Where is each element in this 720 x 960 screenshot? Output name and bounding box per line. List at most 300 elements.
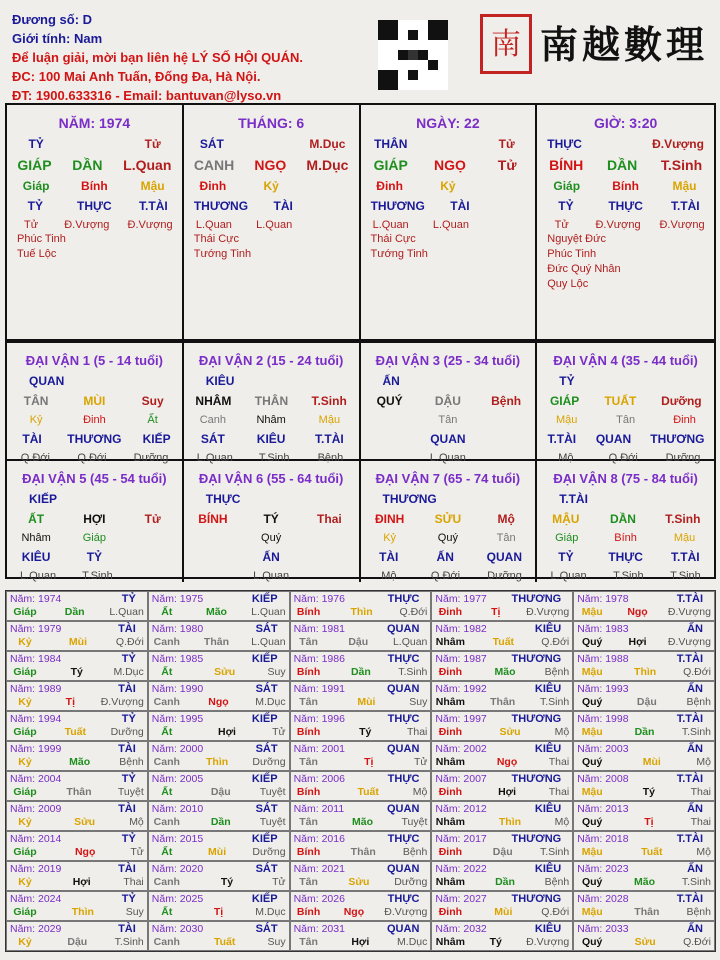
pillar-top-2: M.Dục bbox=[309, 137, 346, 151]
pillar-gods-1: THỰC bbox=[77, 199, 112, 213]
pillar-hidden-1: Bính bbox=[612, 179, 639, 193]
year-god: TỶ bbox=[121, 593, 136, 605]
year-pillar bbox=[294, 636, 428, 649]
pillar-hidden-1: Kỷ bbox=[263, 179, 279, 193]
year-label: Năm: 1974 bbox=[10, 593, 62, 605]
dai-van-hidden-2: Đinh bbox=[673, 414, 696, 426]
year-header bbox=[294, 833, 428, 846]
year-stem: Canh bbox=[153, 756, 180, 768]
year-state: Q.Đới bbox=[683, 936, 711, 948]
year-state: T.Sinh bbox=[681, 726, 711, 738]
year-branch: Tý bbox=[70, 666, 83, 678]
year-pillar bbox=[152, 666, 286, 679]
year-cell bbox=[290, 891, 432, 921]
year-state: Thai bbox=[123, 876, 144, 888]
year-header bbox=[435, 803, 569, 816]
year-cell bbox=[431, 771, 573, 801]
year-label: Năm: 2015 bbox=[151, 833, 204, 845]
year-stem: Mậu bbox=[581, 726, 603, 738]
year-god: QUAN bbox=[387, 863, 420, 875]
year-state: Đ.Vượng bbox=[526, 936, 570, 948]
dai-van-title: ĐẠI VẬN 6 (55 - 64 tuổi) bbox=[198, 471, 344, 486]
year-label: Năm: 1981 bbox=[293, 623, 345, 635]
year-label: Năm: 1985 bbox=[151, 653, 204, 665]
year-stem: Giáp bbox=[13, 786, 37, 798]
year-state: Mộ bbox=[129, 816, 144, 828]
year-stem: Mậu bbox=[581, 786, 603, 798]
dai-van-main-1: MÙI bbox=[83, 394, 106, 408]
pillar-top-0: THÂN bbox=[374, 137, 408, 151]
year-god: TỶ bbox=[121, 773, 136, 785]
year-god: TÀI bbox=[118, 863, 136, 875]
year-label: Năm: 2004 bbox=[10, 773, 62, 785]
year-cell bbox=[431, 681, 573, 711]
year-state: Bệnh bbox=[402, 846, 428, 858]
pillar-gods-0: TỶ bbox=[558, 199, 574, 213]
brand-title: 南越數理 bbox=[540, 22, 709, 67]
year-header bbox=[152, 923, 286, 936]
year-header bbox=[577, 773, 711, 786]
pillar-main-2: M.Dục bbox=[306, 157, 349, 173]
dai-van-hidden bbox=[184, 532, 359, 544]
dai-van-main bbox=[184, 512, 359, 526]
year-stem: Mậu bbox=[581, 666, 603, 678]
year-pillar bbox=[10, 846, 144, 859]
year-god: QUAN bbox=[387, 803, 420, 815]
year-pillar bbox=[152, 876, 286, 889]
year-stem: Bính bbox=[296, 666, 321, 678]
year-branch: Hợi bbox=[628, 636, 647, 648]
year-cell bbox=[148, 861, 290, 891]
year-label: Năm: 2012 bbox=[435, 803, 487, 815]
dai-van-gods bbox=[361, 432, 536, 446]
year-god: SÁT bbox=[255, 683, 278, 695]
year-cell bbox=[573, 891, 715, 921]
dai-van-gods-0: SÁT bbox=[200, 432, 225, 446]
year-label: Năm: 2002 bbox=[435, 743, 487, 755]
dai-van-states-1: Q.Đới bbox=[77, 452, 107, 464]
year-branch: Tuất bbox=[213, 936, 236, 948]
year-branch: Mùi bbox=[68, 636, 87, 648]
year-label: Năm: 2006 bbox=[293, 773, 345, 785]
dai-van-gods bbox=[7, 432, 182, 446]
year-header bbox=[435, 653, 569, 666]
year-stem: Tân bbox=[299, 756, 318, 768]
year-state: Mộ bbox=[696, 846, 711, 858]
year-cell bbox=[148, 771, 290, 801]
year-label: Năm: 1998 bbox=[577, 713, 629, 725]
year-state: Bệnh bbox=[119, 756, 144, 768]
year-stem: Nhâm bbox=[435, 876, 465, 888]
year-god: KIÊU bbox=[534, 803, 562, 815]
year-cell bbox=[148, 621, 290, 651]
year-state: Thai bbox=[406, 726, 428, 738]
pillar-main bbox=[184, 157, 359, 173]
year-header bbox=[577, 803, 711, 816]
year-branch: Thân bbox=[634, 906, 660, 918]
pillar-hidden bbox=[537, 179, 714, 193]
year-label: Năm: 1992 bbox=[435, 683, 487, 695]
year-cell bbox=[431, 891, 573, 921]
year-branch: Hợi bbox=[351, 936, 370, 948]
year-header bbox=[152, 623, 286, 636]
year-stem: Mậu bbox=[581, 846, 603, 858]
year-label: Năm: 1988 bbox=[577, 653, 629, 665]
dai-van-gods-1: THƯƠNG bbox=[67, 432, 122, 446]
year-pillar bbox=[294, 666, 428, 679]
year-branch: Hợi bbox=[72, 876, 91, 888]
year-cell bbox=[148, 891, 290, 921]
pillar-3 bbox=[537, 105, 714, 339]
year-stem: Bính bbox=[296, 786, 321, 798]
pillar-main-1: DẦN bbox=[606, 157, 638, 173]
year-label: Năm: 2030 bbox=[151, 923, 204, 935]
seal-icon: 南 bbox=[480, 14, 532, 74]
dai-van-title: ĐẠI VẬN 7 (65 - 74 tuổi) bbox=[375, 471, 521, 486]
note: Tướng Tinh bbox=[370, 248, 428, 260]
year-stem: Ất bbox=[161, 846, 173, 858]
year-pillar bbox=[294, 606, 428, 619]
year-stem: Bính bbox=[296, 606, 321, 618]
year-label: Năm: 1978 bbox=[577, 593, 629, 605]
year-cell bbox=[6, 621, 148, 651]
dai-van-states-2 bbox=[315, 570, 345, 582]
year-cell bbox=[431, 741, 573, 771]
dai-van-god: THỰC bbox=[205, 492, 241, 506]
year-cell bbox=[148, 921, 290, 951]
dai-van-title: ĐẠI VẬN 5 (45 - 54 tuổi) bbox=[22, 471, 167, 486]
pillar-main-0: GIÁP bbox=[373, 157, 408, 173]
dai-van-6 bbox=[184, 461, 361, 582]
year-state: T.Sinh bbox=[114, 936, 144, 948]
pillar-main-0: CANH bbox=[193, 157, 235, 173]
year-stem: Đinh bbox=[438, 606, 463, 618]
dai-van-gods-0: KIÊU bbox=[21, 550, 51, 564]
year-pillar bbox=[294, 756, 428, 769]
dai-van-gods-2: KIẾP bbox=[142, 432, 171, 446]
year-god: T.TÀI bbox=[676, 773, 703, 785]
note: Tuế Lộc bbox=[17, 248, 57, 260]
year-god: SÁT bbox=[255, 863, 278, 875]
year-state: Q.Đới bbox=[541, 906, 570, 918]
dai-van-4 bbox=[537, 343, 714, 464]
year-label: Năm: 1997 bbox=[435, 713, 487, 725]
year-god: ẤN bbox=[687, 803, 703, 815]
year-branch: Dần bbox=[350, 666, 371, 678]
year-header bbox=[294, 743, 428, 756]
year-branch: Mùi bbox=[357, 696, 376, 708]
year-pillar bbox=[152, 636, 286, 649]
pillar-hidden bbox=[361, 179, 536, 193]
pillar-gods bbox=[7, 199, 182, 213]
dai-van-states-2: Dưỡng bbox=[665, 452, 701, 464]
year-god: TỶ bbox=[121, 893, 136, 905]
year-pillar bbox=[152, 696, 286, 709]
year-god: THỰC bbox=[387, 833, 420, 845]
year-header bbox=[10, 623, 144, 636]
year-stem: Ất bbox=[161, 606, 173, 618]
pillar-title: NGÀY: 22 bbox=[416, 115, 480, 131]
year-state: Tử bbox=[413, 756, 428, 768]
note: Thái Cực bbox=[370, 233, 416, 245]
note: Tướng Tinh bbox=[193, 248, 252, 260]
year-state: Mộ bbox=[554, 816, 570, 828]
year-header bbox=[435, 833, 569, 846]
dai-van-states-0: Mộ bbox=[381, 570, 397, 582]
year-label: Năm: 2023 bbox=[577, 863, 629, 875]
year-god: THƯƠNG bbox=[511, 893, 562, 905]
pillar-states-2 bbox=[316, 219, 346, 231]
pillar-states bbox=[361, 219, 536, 231]
year-god: SÁT bbox=[255, 803, 278, 815]
dai-van-gods-2 bbox=[138, 550, 168, 564]
yearly-grid bbox=[5, 590, 716, 952]
pillar-states-2: Đ.Vượng bbox=[127, 219, 173, 231]
dai-van-gods-1: QUAN bbox=[430, 432, 466, 446]
dai-van-main bbox=[361, 512, 536, 526]
year-header bbox=[577, 653, 711, 666]
year-stem: Giáp bbox=[13, 606, 37, 618]
year-label: Năm: 2022 bbox=[435, 863, 487, 875]
year-stem: Quý bbox=[581, 636, 603, 648]
dai-van-god: THƯƠNG bbox=[382, 492, 437, 506]
gender-line: Giới tính: Nam bbox=[12, 31, 103, 46]
year-branch: Tuất bbox=[492, 636, 515, 648]
dai-van-title: ĐẠI VẬN 8 (75 - 84 tuổi) bbox=[553, 471, 698, 486]
year-cell bbox=[573, 921, 715, 951]
year-label: Năm: 1984 bbox=[10, 653, 62, 665]
note: Quy Lộc bbox=[547, 278, 589, 290]
year-god: T.TÀI bbox=[676, 713, 703, 725]
pillar-hidden-0: Giáp bbox=[22, 179, 50, 193]
pillar-states-0: L.Quan bbox=[372, 219, 409, 231]
year-branch: Dần bbox=[210, 816, 231, 828]
year-cell bbox=[6, 651, 148, 681]
year-branch: Mùi bbox=[494, 906, 513, 918]
year-label: Năm: 2026 bbox=[293, 893, 345, 905]
year-header bbox=[577, 623, 711, 636]
year-stem: Quý bbox=[581, 876, 603, 888]
year-pillar bbox=[10, 666, 144, 679]
dai-van-gods-2: T.TÀI bbox=[670, 550, 700, 564]
year-cell bbox=[290, 861, 432, 891]
pillar-hidden-2: Mậu bbox=[672, 179, 697, 193]
year-cell bbox=[148, 681, 290, 711]
year-branch: Ngọ bbox=[343, 906, 365, 918]
year-cell bbox=[290, 711, 432, 741]
year-header bbox=[294, 863, 428, 876]
year-state: Dưỡng bbox=[394, 876, 428, 888]
year-branch: Thìn bbox=[71, 906, 94, 918]
year-state: M.Dục bbox=[255, 696, 286, 708]
year-state: Bệnh bbox=[544, 876, 570, 888]
year-state: Tuyệt bbox=[117, 786, 144, 798]
dai-van-hidden-0 bbox=[375, 414, 405, 426]
year-label: Năm: 2032 bbox=[435, 923, 487, 935]
dai-van-8 bbox=[537, 461, 714, 582]
header-info bbox=[12, 10, 303, 105]
year-stem: Bính bbox=[296, 726, 321, 738]
year-cell bbox=[431, 591, 573, 621]
year-label: Năm: 2008 bbox=[577, 773, 629, 785]
dai-van-main-0: BÍNH bbox=[198, 512, 228, 526]
dai-van-hidden-0: Nhâm bbox=[21, 532, 51, 544]
year-cell bbox=[573, 591, 715, 621]
dai-van-hidden bbox=[361, 532, 536, 544]
dai-van-gods-1: TỶ bbox=[86, 550, 103, 564]
year-pillar bbox=[577, 606, 711, 619]
dai-van-god: QUAN bbox=[29, 374, 65, 388]
year-header bbox=[152, 683, 286, 696]
year-pillar bbox=[435, 606, 569, 619]
year-cell bbox=[148, 591, 290, 621]
pillar-main-1: NGỌ bbox=[434, 157, 466, 173]
year-stem: Ất bbox=[161, 666, 173, 678]
pillar-gods-0: THƯƠNG bbox=[370, 199, 425, 213]
dai-van-god: TỶ bbox=[559, 374, 575, 388]
year-branch: Hợi bbox=[217, 726, 236, 738]
dai-van-hidden bbox=[7, 532, 182, 544]
year-pillar bbox=[152, 726, 286, 739]
year-stem: Bính bbox=[296, 906, 321, 918]
year-cell bbox=[148, 801, 290, 831]
year-cell bbox=[290, 831, 432, 861]
year-pillar bbox=[435, 816, 569, 829]
year-stem: Bính bbox=[296, 846, 321, 858]
dai-van-hidden-2 bbox=[314, 532, 344, 544]
dai-van-gods-0 bbox=[198, 550, 228, 564]
year-god: QUAN bbox=[387, 623, 420, 635]
year-cell bbox=[573, 621, 715, 651]
dai-van-hidden-1: Tân bbox=[438, 414, 458, 426]
year-stem: Ất bbox=[161, 726, 173, 738]
pillar-states-0: Tử bbox=[24, 219, 39, 231]
year-god: T.TÀI bbox=[676, 653, 703, 665]
dai-van-main-0: MẬU bbox=[552, 512, 580, 526]
pillar-main bbox=[361, 157, 536, 173]
year-state: Đ.Vượng bbox=[100, 696, 144, 708]
year-god: TỶ bbox=[121, 833, 136, 845]
year-label: Năm: 2016 bbox=[293, 833, 345, 845]
year-label: Năm: 2021 bbox=[293, 863, 345, 875]
pillar-top-1 bbox=[602, 137, 632, 151]
year-label: Năm: 2009 bbox=[10, 803, 62, 815]
year-state: Đ.Vượng bbox=[667, 606, 711, 618]
pillar-top-0: TỶ bbox=[28, 137, 44, 151]
year-header bbox=[435, 743, 569, 756]
year-cell bbox=[573, 711, 715, 741]
dai-van-5 bbox=[7, 461, 184, 582]
year-header bbox=[152, 863, 286, 876]
year-stem: Đinh bbox=[438, 846, 463, 858]
year-god: THƯƠNG bbox=[511, 713, 562, 725]
dai-van-states-0 bbox=[197, 570, 227, 582]
dai-van-title: ĐẠI VẬN 1 (5 - 14 tuổi) bbox=[25, 353, 163, 368]
dai-van-hidden-0: Giáp bbox=[555, 532, 579, 544]
dai-van-gods-2: T.TÀI bbox=[315, 432, 344, 446]
year-state: Tử bbox=[130, 846, 144, 858]
note: Đức Quý Nhân bbox=[547, 263, 621, 275]
year-branch: Mão bbox=[634, 876, 655, 888]
year-cell bbox=[6, 921, 148, 951]
year-branch: Thìn bbox=[350, 606, 373, 618]
year-label: Năm: 2029 bbox=[10, 923, 62, 935]
year-label: Năm: 2028 bbox=[577, 893, 629, 905]
dai-van-hidden-1: Giáp bbox=[82, 532, 106, 544]
year-stem: Quý bbox=[581, 936, 603, 948]
dai-van-main-0: QUÝ bbox=[376, 394, 403, 408]
dai-van-hidden-1: Bính bbox=[614, 532, 637, 544]
year-cell bbox=[290, 651, 432, 681]
year-label: Năm: 2027 bbox=[435, 893, 487, 905]
year-pillar bbox=[294, 906, 428, 919]
dai-van-hidden-1: Đinh bbox=[83, 414, 106, 426]
year-state: Q.Đới bbox=[399, 606, 428, 618]
year-branch: Thân bbox=[490, 696, 516, 708]
year-god: THỰC bbox=[387, 893, 420, 905]
year-pillar bbox=[10, 636, 144, 649]
year-pillar bbox=[294, 726, 428, 739]
year-branch: Tý bbox=[489, 936, 502, 948]
dai-van-gods-1: QUAN bbox=[595, 432, 632, 446]
pillar-main-0: BÍNH bbox=[549, 157, 584, 173]
dai-van-main bbox=[7, 512, 182, 526]
pillar-states-1: L.Quan bbox=[432, 219, 469, 231]
year-state: Suy bbox=[409, 696, 428, 708]
year-cell bbox=[573, 831, 715, 861]
pillar-top bbox=[537, 137, 714, 151]
year-cell bbox=[148, 831, 290, 861]
year-label: Năm: 2013 bbox=[577, 803, 629, 815]
dai-van-gods bbox=[361, 550, 536, 564]
year-pillar bbox=[10, 936, 144, 949]
dai-van-gods bbox=[537, 432, 714, 446]
dai-van-states-2: T.Sinh bbox=[670, 570, 701, 582]
dai-van-hidden-2: Mậu bbox=[318, 414, 341, 426]
year-stem: Quý bbox=[581, 816, 603, 828]
pillar-gods-0: TỶ bbox=[27, 199, 44, 213]
year-god: THƯƠNG bbox=[511, 833, 562, 845]
year-stem: Canh bbox=[153, 816, 180, 828]
dai-van-main-0: ẤT bbox=[28, 512, 45, 526]
dai-van-hidden-0: Kỷ bbox=[29, 414, 43, 426]
year-stem: Nhâm bbox=[435, 816, 465, 828]
year-god: KIÊU bbox=[534, 863, 562, 875]
year-pillar bbox=[152, 756, 286, 769]
pillar-gods-1: TÀI bbox=[273, 199, 293, 213]
year-pillar bbox=[577, 786, 711, 799]
year-stem: Đinh bbox=[438, 726, 463, 738]
dai-van-gods-0: TÀI bbox=[22, 432, 42, 446]
dai-van-row-1 bbox=[5, 341, 716, 464]
year-label: Năm: 2005 bbox=[151, 773, 204, 785]
year-cell bbox=[6, 681, 148, 711]
year-god: THỰC bbox=[387, 653, 420, 665]
year-god: TÀI bbox=[118, 743, 136, 755]
year-header bbox=[152, 803, 286, 816]
dai-van-states-0: L.Quan bbox=[196, 452, 233, 464]
note: Thái Cực bbox=[193, 233, 240, 245]
year-label: Năm: 2018 bbox=[577, 833, 629, 845]
year-pillar bbox=[10, 756, 144, 769]
contact-line: Để luận giải, mời bạn liên hệ LÝ SỐ HỘI QUÁN. bbox=[12, 50, 303, 65]
dai-van-main-2: T.Sinh bbox=[311, 394, 347, 408]
dai-van-god: KIÊU bbox=[205, 374, 235, 388]
year-state: T.Sinh bbox=[539, 846, 570, 858]
year-header bbox=[435, 683, 569, 696]
year-label: Năm: 2024 bbox=[10, 893, 62, 905]
dai-van-states-0: Q.Đới bbox=[20, 452, 50, 464]
